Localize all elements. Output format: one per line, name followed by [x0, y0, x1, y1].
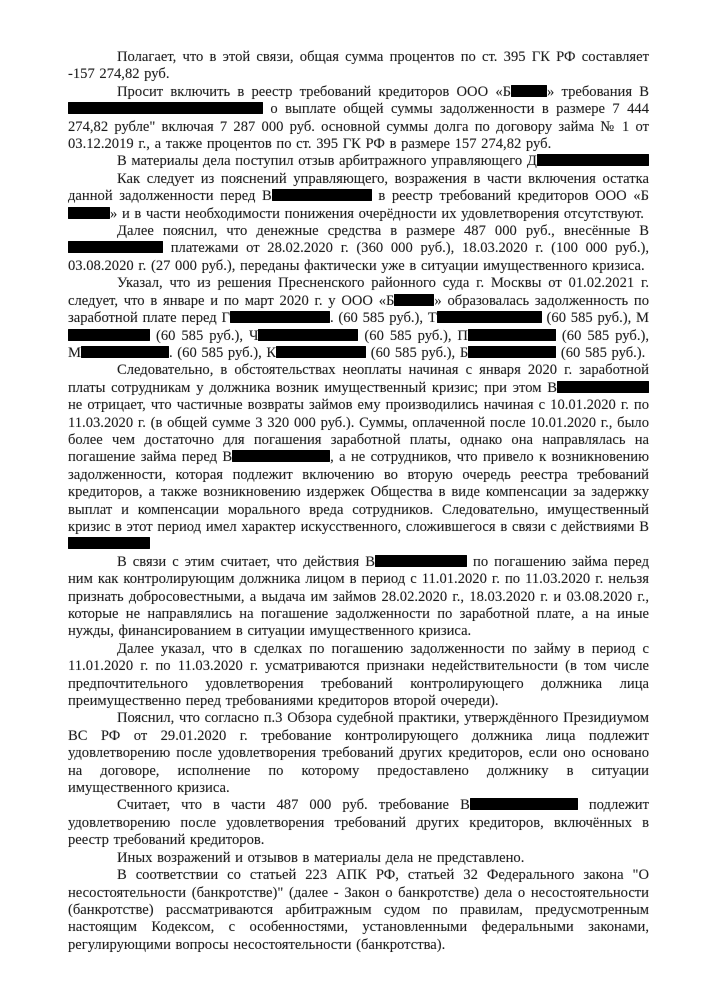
- paragraph: [68, 641, 649, 711]
- paragraph: [68, 867, 649, 954]
- paragraph: [68, 275, 649, 362]
- redaction-bar: [81, 346, 169, 358]
- text-segment: о выплате общей суммы задолженности в размере 7 444 274,82 рубле" включая 7 287 000 руб. основной суммы долга по договору займа № 1 от 03.12.2019 г., а также процентов по ст. 395 ГК РФ в размере 157 274,82 руб.: [68, 101, 649, 153]
- redaction-bar: [68, 102, 263, 114]
- redaction-bar: [272, 189, 372, 201]
- text-segment: (60 585 руб.).: [556, 344, 646, 361]
- text-segment: Далее пояснил, что денежные средства в размере 487 000 руб., внесённые В: [117, 223, 649, 240]
- paragraph: [68, 153, 649, 170]
- text-segment: » и в части необходимости понижения очерёдности их удовлетворения отсутствуют.: [110, 205, 644, 222]
- text-segment: В материалы дела поступил отзыв арбитражного управляющего Д: [117, 153, 537, 170]
- text-segment: (60 585 руб.), Б: [366, 344, 469, 361]
- text-segment: Считает, что в части 487 000 руб. требование В: [117, 797, 470, 814]
- redaction-bar: [511, 85, 547, 97]
- redaction-bar: [468, 329, 556, 341]
- text-segment: Просит включить в реестр требований кредиторов ООО «Б: [117, 83, 512, 100]
- text-segment: Пояснил, что согласно п.3 Обзора судебной практики, утверждённого Президиумом ВС РФ от 29.01.2020 г. требование контролирующего должника лица подлежит удовлетворению после удовлетворения требований других кредиторов, если оно основано на договоре, исполнение по которому предоставлено должнику в ситуации имущественного кризиса.: [68, 710, 649, 797]
- redaction-bar: [68, 207, 110, 219]
- paragraph: [68, 710, 649, 797]
- paragraph: [68, 554, 649, 641]
- paragraph: [68, 49, 649, 84]
- text-segment: . (60 585 руб.), Т: [329, 310, 437, 327]
- redaction-bar: [537, 154, 649, 166]
- text-segment: Полагает, что в этой связи, общая сумма процентов по ст. 395 ГК РФ составляет -157 274,82 руб.: [68, 49, 649, 83]
- redaction-bar: [68, 537, 150, 549]
- text-segment: (60 585 руб.), М: [68, 327, 649, 361]
- paragraph: [68, 84, 649, 154]
- redaction-bar: [276, 346, 366, 358]
- text-segment: Следовательно, в обстоятельствах неоплаты начиная с января 2020 г. заработной платы сотрудникам у должника возник имущественный кризис; при этом В: [68, 362, 649, 396]
- redaction-bar: [68, 329, 150, 341]
- redaction-bar: [68, 241, 163, 253]
- text-segment: . (60 585 руб.), К: [168, 344, 277, 361]
- text-segment: платежами от 28.02.2020 г. (360 000 руб.), 18.03.2020 г. (100 000 руб.), 03.08.2020 г. (27 000 руб.), переданы фактически уже в ситуации имущественного кризиса.: [68, 240, 649, 274]
- redaction-bar: [394, 294, 434, 306]
- text-segment: не отрицает, что частичные возвраты займов ему производились начиная с 10.01.2020 г. по 11.03.2020 г. (в общей сумме 3 320 000 руб.). Суммы, оплаченной после 10.01.2020 г., было более чем достаточно для погашения заработной платы, однако она направлялась на погашение займа перед В: [68, 397, 649, 466]
- paragraph: [68, 362, 649, 553]
- redaction-bar: [437, 311, 542, 323]
- paragraph: [68, 797, 649, 849]
- redaction-bar: [258, 329, 358, 341]
- text-segment: В связи с этим считает, что действия В: [117, 553, 375, 570]
- document-body: [68, 49, 649, 954]
- paragraph: [68, 171, 649, 223]
- text-segment: подлежит удовлетворению после удовлетворения требований других кредиторов, включённых в реестр требований кредиторов.: [68, 797, 649, 849]
- text-segment: Иных возражений и отзывов в материалы дела не представлено.: [117, 849, 525, 866]
- redaction-bar: [468, 346, 556, 358]
- text-segment: в реестр требований кредиторов ООО «Б: [371, 188, 649, 205]
- text-segment: по погашению займа перед ним как контролирующим должника лицом в период с 11.01.2020 г. по 11.03.2020 г. нельзя признать добросовестными, а выдача им займов 28.02.2020 г., 18.03.2020 г. и 03.08.2020 г., которые не направлялись на погашение задолженности по заработной плате, а на иные нужды, финансированием в ситуации имущественного кризиса.: [68, 553, 650, 640]
- text-segment: (60 585 руб.), П: [358, 327, 468, 344]
- text-segment: Как следует из пояснений управляющего, возражения в части включения остатка данной задолженности перед В: [68, 170, 649, 205]
- redaction-bar: [557, 381, 649, 393]
- paragraph: [68, 850, 649, 867]
- text-segment: Далее указал, что в сделках по погашению задолженности по займу в период с 11.01.2020 г. по 11.03.2020 г. усматриваются признаки недействительности (в том числе предпочтительного удовлетворения требований контролирующего должника лица преимущественно перед требованиями кредиторов второй очереди).: [68, 640, 649, 710]
- text-segment: » образовалась задолженность по заработной плате перед Г: [68, 292, 649, 327]
- paragraph: [68, 223, 649, 275]
- text-segment: (60 585 руб.), М: [541, 310, 649, 327]
- text-segment: В соответствии со статьей 223 АПК РФ, статьей 32 Федерального закона "О несостоятельности (банкротстве)" (далее - Закон о банкротстве) дела о несостоятельности (банкротстве) рассматриваются арбитражным судом по правилам, предусмотренным настоящим Кодексом, с особенностями, установленными федеральными законами, регулирующими вопросы несостоятельности (банкротства).: [68, 867, 649, 953]
- redaction-bar: [470, 798, 578, 810]
- text-segment: (60 585 руб.), Ч: [150, 327, 259, 344]
- text-segment: » требования В: [547, 83, 650, 100]
- redaction-bar: [375, 555, 467, 567]
- redaction-bar: [230, 311, 330, 323]
- redaction-bar: [232, 450, 330, 462]
- text-segment: Указал, что из решения Пресненского районного суда г. Москвы от 01.02.2021 г. следует, что в январе и по март 2020 г. у ООО «Б: [68, 275, 649, 309]
- text-segment: , а не сотрудников, что привело к возникновению задолженности, которая подлежит включению во вторую очередь реестра требований кредиторов, а также возникновению издержек Общества в виде компенсации за задержку выплат и компенсации морального вреда сотрудников. Следовательно, имущественный кризис в этот период имел характер искусственного, сложившегося в связи с действиями В: [68, 449, 649, 535]
